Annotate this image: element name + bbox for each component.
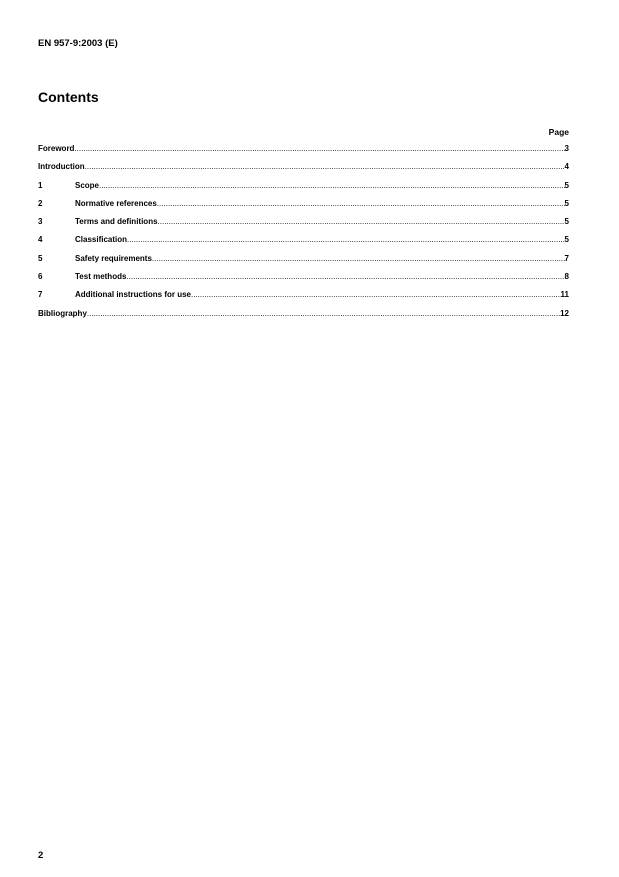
toc-dot-leader [157,199,565,209]
toc-entry-scope[interactable] [38,181,569,199]
toc-entry-number: 7 [38,290,43,300]
toc-entry-classification[interactable] [38,235,569,253]
toc-entry-number: 5 [38,253,43,263]
toc-dot-leader [191,290,561,300]
toc-entry-number: 6 [38,272,43,282]
toc-entry-title: Additional instructions for use [75,290,192,300]
table-of-contents [38,144,569,327]
toc-entry-title: Safety requirements [75,253,152,263]
toc-entry-title: Test methods [75,272,127,282]
page-column-header: Page [548,127,569,137]
document-identifier: EN 957-9:2003 (E) [38,38,118,49]
contents-heading: Contents [38,89,99,105]
toc-entry-number: 3 [38,217,43,227]
toc-dot-leader [87,309,560,319]
toc-entry-terms-and-definitions[interactable] [38,217,569,235]
toc-entry-page: 8 [564,272,569,282]
toc-entry-title: Scope [75,180,100,190]
toc-entry-title: Introduction [38,162,85,172]
toc-dot-leader [85,162,565,172]
toc-entry-normative-references[interactable] [38,199,569,217]
toc-entry-introduction[interactable] [38,162,569,180]
toc-entry-page: 5 [564,235,569,245]
toc-entry-page: 7 [564,253,569,263]
toc-entry-title: Classification [75,235,128,245]
toc-entry-page: 3 [564,144,569,153]
toc-dot-leader [158,217,565,227]
toc-entry-foreword[interactable] [38,144,569,162]
toc-dot-leader [74,144,564,154]
toc-dot-leader [127,235,565,245]
toc-entry-additional-instructions[interactable] [38,290,569,308]
toc-entry-page: 4 [564,162,569,172]
toc-entry-page: 5 [564,217,569,227]
toc-entry-page: 12 [560,308,569,318]
toc-entry-title: Foreword [38,144,75,153]
toc-entry-title: Bibliography [38,308,87,318]
toc-entry-page: 5 [564,180,569,190]
toc-dot-leader [99,181,565,191]
toc-entry-page: 5 [564,198,569,208]
toc-dot-leader [126,272,564,282]
toc-entry-bibliography[interactable] [38,309,569,327]
page-number: 2 [38,850,44,861]
toc-entry-title: Normative references [75,198,157,208]
toc-entry-number: 2 [38,198,43,208]
toc-entry-test-methods[interactable] [38,272,569,290]
toc-entry-title: Terms and definitions [75,217,158,227]
toc-dot-leader [152,254,565,264]
toc-entry-safety-requirements[interactable] [38,254,569,272]
toc-entry-number: 4 [38,235,43,245]
toc-entry-page: 11 [560,290,569,300]
toc-entry-number: 1 [38,180,43,190]
